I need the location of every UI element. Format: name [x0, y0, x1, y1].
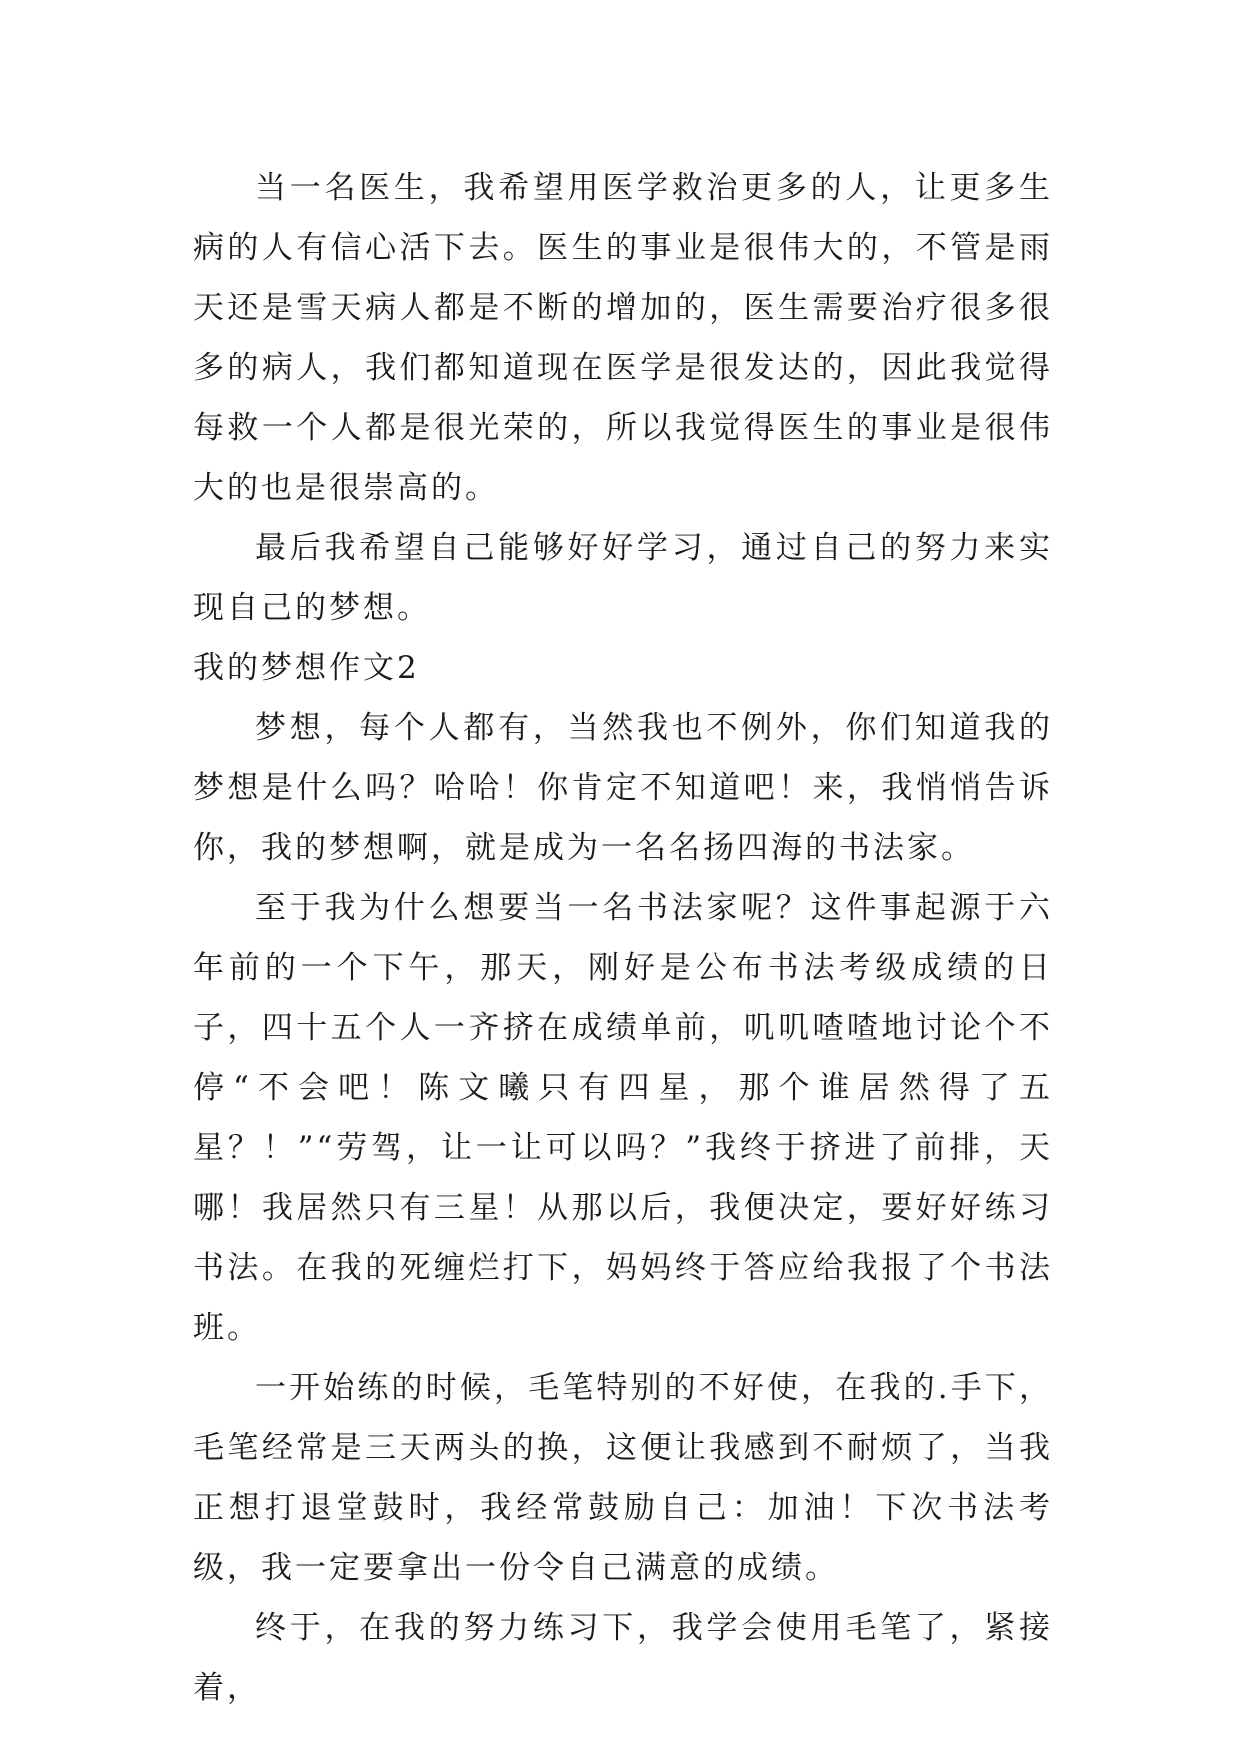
- paragraph-doctor: 当一名医生，我希望用医学救治更多的人，让更多生病的人有信心活下去。医生的事业是很伟大的，不管是雨天还是雪天病人都是不断的增加的，医生需要治疗很多很多的病人，我们都知道现在医学是很发达的，因此我觉得每救一个人都是很光荣的，所以我觉得医生的事业是很伟大的也是很崇高的。: [193, 170, 1053, 506]
- paragraph-practice: 一开始练的时候，毛笔特别的不好使，在我的.手下，毛笔经常是三天两头的换，这便让我感到不耐烦了，当我正想打退堂鼓时，我经常鼓励自己：加油！下次书法考级，我一定要拿出一份令自己满意的成绩。: [193, 1370, 1053, 1586]
- paragraph-dream-intro: 梦想，每个人都有，当然我也不例外，你们知道我的梦想是什么吗？哈哈！你肯定不知道吧！来，我悄悄告诉你，我的梦想啊，就是成为一名名扬四海的书法家。: [193, 710, 1053, 866]
- paragraph-finally: 终于，在我的努力练习下，我学会使用毛笔了，紧接着，: [193, 1610, 1053, 1706]
- section-heading: 我的梦想作文2: [193, 650, 420, 686]
- document-body: [193, 158, 1053, 1718]
- paragraph-conclusion: 最后我希望自己能够好好学习，通过自己的努力来实现自己的梦想。: [193, 530, 1053, 626]
- paragraph-origin-story: 至于我为什么想要当一名书法家呢？这件事起源于六年前的一个下午，那天，刚好是公布书法考级成绩的日子，四十五个人一齐挤在成绩单前，叽叽喳喳地讨论个不停“不会吧！陈文曦只有四星，那个谁居然得了五星？！”“劳驾，让一让可以吗？”我终于挤进了前排，天哪！我居然只有三星！从那以后，我便决定，要好好练习书法。在我的死缠烂打下，妈妈终于答应给我报了个书法班。: [193, 890, 1053, 1346]
